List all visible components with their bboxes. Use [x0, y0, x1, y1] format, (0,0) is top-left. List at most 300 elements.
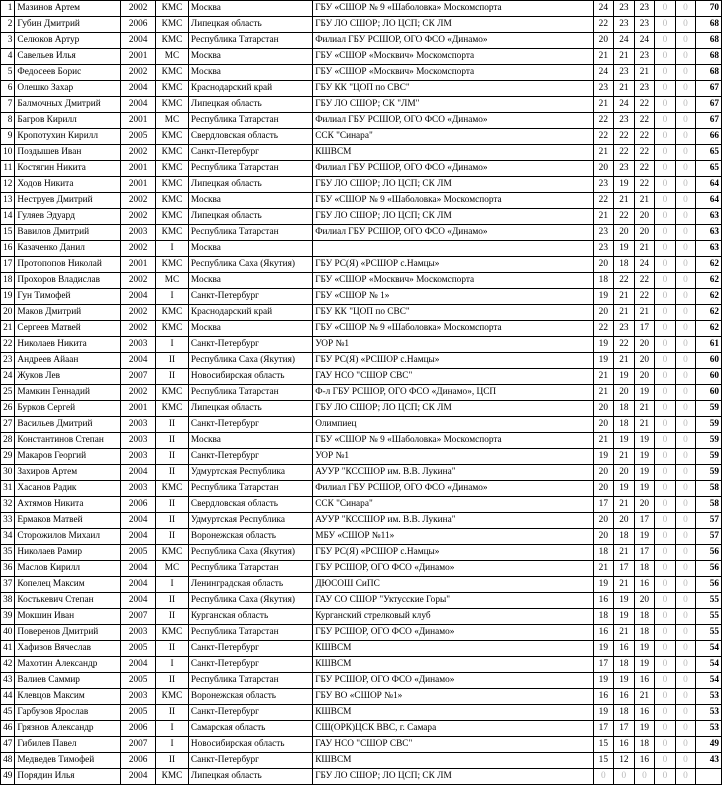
cell-total: 53 [696, 705, 722, 721]
cell-series-3: 24 [634, 257, 655, 273]
cell-rating: II [156, 417, 189, 433]
cell-series-5: 0 [675, 241, 696, 257]
cell-series-5: 0 [675, 449, 696, 465]
cell-series-5: 0 [675, 417, 696, 433]
cell-series-1: 16 [593, 689, 614, 705]
cell-region: Республика Татарстан [188, 673, 312, 689]
cell-series-4: 0 [655, 513, 676, 529]
cell-rating: I [156, 241, 189, 257]
cell-rank: 24 [1, 369, 15, 385]
cell-rank: 11 [1, 161, 15, 177]
cell-birth-year: 2003 [121, 225, 156, 241]
cell-series-1: 23 [593, 225, 614, 241]
cell-series-1: 19 [593, 673, 614, 689]
cell-series-2: 16 [614, 641, 635, 657]
cell-region: Москва [188, 49, 312, 65]
cell-athlete-name: Жуков Лев [15, 369, 121, 385]
cell-series-1: 20 [593, 513, 614, 529]
cell-rating: КМС [156, 65, 189, 81]
cell-series-4: 0 [655, 65, 676, 81]
cell-rating: МС [156, 113, 189, 129]
cell-region: Липецкая область [188, 177, 312, 193]
cell-series-5: 0 [675, 321, 696, 337]
cell-series-2: 22 [614, 145, 635, 161]
cell-series-2: 18 [614, 417, 635, 433]
cell-series-3: 19 [634, 657, 655, 673]
cell-region: Москва [188, 273, 312, 289]
cell-series-4: 0 [655, 385, 676, 401]
cell-rating: II [156, 513, 189, 529]
cell-rank: 39 [1, 609, 15, 625]
cell-series-3: 20 [634, 497, 655, 513]
cell-region: Республика Татарстан [188, 561, 312, 577]
cell-total: 56 [696, 561, 722, 577]
cell-series-4: 0 [655, 753, 676, 769]
cell-rank: 17 [1, 257, 15, 273]
cell-region: Республика Татарстан [188, 161, 312, 177]
cell-rank: 9 [1, 129, 15, 145]
cell-organization: Филиал ГБУ РСШОР, ОГО ФСО «Динамо» [313, 161, 593, 177]
cell-series-3: 21 [634, 417, 655, 433]
cell-series-4: 0 [655, 225, 676, 241]
cell-organization: ГБУ КК "ЦОП по СВС" [313, 305, 593, 321]
cell-organization: ГАУ НСО "СШОР СВС" [313, 369, 593, 385]
cell-athlete-name: Багров Кирилл [15, 113, 121, 129]
cell-series-2: 16 [614, 737, 635, 753]
cell-series-2: 19 [614, 433, 635, 449]
cell-organization: ГБУ ЛО СШОР; ЛО ЦСП; СК ЛМ [313, 177, 593, 193]
cell-series-2: 12 [614, 753, 635, 769]
cell-series-3: 17 [634, 545, 655, 561]
cell-total: 67 [696, 113, 722, 129]
cell-series-1: 21 [593, 369, 614, 385]
cell-region: Воронежская область [188, 689, 312, 705]
cell-series-1: 18 [593, 273, 614, 289]
cell-series-2: 21 [614, 81, 635, 97]
cell-rank: 28 [1, 433, 15, 449]
cell-birth-year: 2002 [121, 241, 156, 257]
cell-rank: 43 [1, 673, 15, 689]
cell-series-1: 22 [593, 129, 614, 145]
cell-series-2: 21 [614, 353, 635, 369]
cell-series-1: 20 [593, 465, 614, 481]
cell-athlete-name: Грязнов Александр [15, 721, 121, 737]
cell-birth-year: 2003 [121, 449, 156, 465]
cell-series-5: 0 [675, 657, 696, 673]
cell-total: 53 [696, 689, 722, 705]
cell-series-5: 0 [675, 385, 696, 401]
cell-series-5: 0 [675, 545, 696, 561]
cell-series-3: 0 [634, 769, 655, 785]
cell-rating: II [156, 705, 189, 721]
cell-series-4: 0 [655, 33, 676, 49]
cell-athlete-name: Олешко Захар [15, 81, 121, 97]
cell-rating: II [156, 673, 189, 689]
cell-rank: 46 [1, 721, 15, 737]
cell-series-5: 0 [675, 689, 696, 705]
cell-series-1: 19 [593, 641, 614, 657]
cell-athlete-name: Константинов Степан [15, 433, 121, 449]
table-row [1, 657, 722, 673]
cell-series-4: 0 [655, 369, 676, 385]
cell-total: 55 [696, 625, 722, 641]
cell-series-1: 19 [593, 353, 614, 369]
cell-total: 57 [696, 513, 722, 529]
cell-series-1: 21 [593, 145, 614, 161]
cell-series-2: 21 [614, 625, 635, 641]
cell-series-3: 16 [634, 705, 655, 721]
table-row [1, 273, 722, 289]
cell-rank: 23 [1, 353, 15, 369]
cell-series-1: 16 [593, 625, 614, 641]
cell-series-3: 16 [634, 753, 655, 769]
cell-series-2: 24 [614, 97, 635, 113]
cell-series-1: 17 [593, 657, 614, 673]
cell-birth-year: 2002 [121, 305, 156, 321]
cell-series-4: 0 [655, 705, 676, 721]
cell-series-3: 19 [634, 465, 655, 481]
cell-rating: КМС [156, 257, 189, 273]
cell-region: Республика Саха (Якутия) [188, 593, 312, 609]
cell-series-1: 22 [593, 17, 614, 33]
cell-organization: ГБУ ЛО СШОР; ЛО ЦСП; СК ЛМ [313, 401, 593, 417]
cell-series-5: 0 [675, 625, 696, 641]
cell-series-2: 20 [614, 385, 635, 401]
cell-rating: МС [156, 273, 189, 289]
cell-birth-year: 2003 [121, 433, 156, 449]
cell-series-5: 0 [675, 97, 696, 113]
cell-organization: ГБУ РСШОР, ОГО ФСО «Динамо» [313, 561, 593, 577]
cell-series-4: 0 [655, 641, 676, 657]
table-row [1, 241, 722, 257]
cell-series-4: 0 [655, 465, 676, 481]
cell-organization: ГБУ ЛО СШОР; ЛО ЦСП; СК ЛМ [313, 17, 593, 33]
cell-rank: 31 [1, 481, 15, 497]
cell-rating: КМС [156, 305, 189, 321]
cell-series-2: 19 [614, 177, 635, 193]
cell-region: Новосибирская область [188, 369, 312, 385]
cell-athlete-name: Николаев Никита [15, 337, 121, 353]
cell-series-1: 20 [593, 33, 614, 49]
cell-series-3: 21 [634, 401, 655, 417]
cell-rating: КМС [156, 625, 189, 641]
table-row [1, 337, 722, 353]
cell-series-2: 23 [614, 17, 635, 33]
cell-athlete-name: Маслов Кирилл [15, 561, 121, 577]
cell-organization: ГБУ «СШОР «Москвич» Москомспорта [313, 65, 593, 81]
cell-total: 43 [696, 753, 722, 769]
cell-rating: КМС [156, 129, 189, 145]
cell-series-5: 0 [675, 353, 696, 369]
cell-total: 59 [696, 465, 722, 481]
cell-birth-year: 2004 [121, 465, 156, 481]
cell-series-2: 19 [614, 241, 635, 257]
cell-athlete-name: Васильев Дмитрий [15, 417, 121, 433]
cell-series-4: 0 [655, 209, 676, 225]
cell-series-5: 0 [675, 225, 696, 241]
cell-series-1: 20 [593, 401, 614, 417]
cell-total: 62 [696, 257, 722, 273]
table-row [1, 113, 722, 129]
cell-athlete-name: Ходов Никита [15, 177, 121, 193]
cell-series-2: 19 [614, 593, 635, 609]
cell-rank: 2 [1, 17, 15, 33]
cell-birth-year: 2001 [121, 161, 156, 177]
cell-organization: АУУР "КССШОР им. В.В. Лукина" [313, 465, 593, 481]
cell-organization: УОР №1 [313, 337, 593, 353]
table-row [1, 449, 722, 465]
table-row [1, 129, 722, 145]
cell-rating: II [156, 353, 189, 369]
cell-athlete-name: Валиев Саммир [15, 673, 121, 689]
cell-series-2: 19 [614, 673, 635, 689]
cell-series-2: 23 [614, 321, 635, 337]
cell-series-2: 21 [614, 449, 635, 465]
cell-rank: 34 [1, 529, 15, 545]
cell-series-3: 16 [634, 673, 655, 689]
cell-series-5: 0 [675, 497, 696, 513]
cell-rank: 8 [1, 113, 15, 129]
cell-birth-year: 2004 [121, 561, 156, 577]
cell-athlete-name: Мазинов Артем [15, 1, 121, 17]
cell-rating: МС [156, 561, 189, 577]
cell-series-5: 0 [675, 433, 696, 449]
cell-series-2: 20 [614, 513, 635, 529]
cell-region: Москва [188, 193, 312, 209]
cell-series-1: 23 [593, 177, 614, 193]
cell-rating: II [156, 433, 189, 449]
cell-total: 67 [696, 97, 722, 113]
cell-series-4: 0 [655, 561, 676, 577]
cell-organization: АУУР "КССШОР им. В.В. Лукина" [313, 513, 593, 529]
cell-rank: 49 [1, 769, 15, 785]
cell-series-3: 19 [634, 385, 655, 401]
cell-rank: 37 [1, 577, 15, 593]
cell-series-4: 0 [655, 625, 676, 641]
cell-organization: ГБУ «СШОР «Москвич» Москомспорта [313, 273, 593, 289]
cell-series-1: 21 [593, 433, 614, 449]
cell-rank: 27 [1, 417, 15, 433]
cell-region: Москва [188, 65, 312, 81]
cell-region: Республика Татарстан [188, 625, 312, 641]
cell-rank: 5 [1, 65, 15, 81]
cell-birth-year: 2001 [121, 401, 156, 417]
cell-rank: 19 [1, 289, 15, 305]
table-row [1, 257, 722, 273]
cell-rating: КМС [156, 97, 189, 113]
cell-organization: Олимпиец [313, 417, 593, 433]
cell-organization: ГБУ «СШОР № 9 «Шаболовка» Москомспорта [313, 1, 593, 17]
cell-series-3: 21 [634, 305, 655, 321]
cell-rating: КМС [156, 145, 189, 161]
cell-athlete-name: Селюков Артур [15, 33, 121, 49]
cell-series-4: 0 [655, 145, 676, 161]
cell-organization: ГБУ КК "ЦОП по СВС" [313, 81, 593, 97]
cell-series-2: 18 [614, 705, 635, 721]
cell-series-3: 18 [634, 737, 655, 753]
cell-athlete-name: Бурков Сергей [15, 401, 121, 417]
cell-region: Свердловская область [188, 129, 312, 145]
cell-rating: КМС [156, 193, 189, 209]
cell-series-3: 23 [634, 17, 655, 33]
cell-rank: 20 [1, 305, 15, 321]
cell-region: Липецкая область [188, 209, 312, 225]
cell-birth-year: 2005 [121, 705, 156, 721]
cell-region: Воронежская область [188, 529, 312, 545]
table-row [1, 737, 722, 753]
cell-series-1: 19 [593, 337, 614, 353]
cell-series-4: 0 [655, 353, 676, 369]
cell-rating: I [156, 337, 189, 353]
cell-athlete-name: Вавилов Дмитрий [15, 225, 121, 241]
cell-region: Новосибирская область [188, 737, 312, 753]
cell-series-1: 24 [593, 65, 614, 81]
cell-total: 68 [696, 17, 722, 33]
cell-series-4: 0 [655, 609, 676, 625]
cell-region: Краснодарский край [188, 305, 312, 321]
table-row [1, 769, 722, 785]
cell-total: 54 [696, 641, 722, 657]
cell-region: Москва [188, 241, 312, 257]
cell-series-4: 0 [655, 657, 676, 673]
cell-birth-year: 2002 [121, 65, 156, 81]
cell-series-2: 0 [614, 769, 635, 785]
cell-athlete-name: Прохоров Владислав [15, 273, 121, 289]
cell-rank: 16 [1, 241, 15, 257]
cell-series-1: 20 [593, 305, 614, 321]
cell-series-3: 20 [634, 225, 655, 241]
cell-region: Москва [188, 321, 312, 337]
cell-series-3: 22 [634, 273, 655, 289]
cell-series-3: 20 [634, 593, 655, 609]
cell-organization: КШВСМ [313, 641, 593, 657]
cell-organization: ССК "Синара" [313, 497, 593, 513]
cell-region: Липецкая область [188, 401, 312, 417]
cell-series-3: 23 [634, 49, 655, 65]
cell-total: 59 [696, 449, 722, 465]
cell-total: 62 [696, 305, 722, 321]
cell-series-1: 23 [593, 241, 614, 257]
cell-rating: II [156, 449, 189, 465]
cell-rank: 42 [1, 657, 15, 673]
cell-series-4: 0 [655, 305, 676, 321]
cell-series-5: 0 [675, 273, 696, 289]
cell-organization: КШВСМ [313, 753, 593, 769]
table-row [1, 529, 722, 545]
cell-total: 57 [696, 529, 722, 545]
cell-series-4: 0 [655, 737, 676, 753]
cell-series-2: 23 [614, 65, 635, 81]
cell-athlete-name: Балмочных Дмитрий [15, 97, 121, 113]
cell-series-3: 21 [634, 241, 655, 257]
cell-series-2: 21 [614, 193, 635, 209]
cell-series-2: 23 [614, 113, 635, 129]
cell-total: 67 [696, 81, 722, 97]
cell-series-5: 0 [675, 17, 696, 33]
cell-rank: 21 [1, 321, 15, 337]
table-row [1, 225, 722, 241]
cell-series-1: 15 [593, 753, 614, 769]
cell-birth-year: 2007 [121, 737, 156, 753]
table-row [1, 721, 722, 737]
cell-rank: 13 [1, 193, 15, 209]
cell-organization: КШВСМ [313, 657, 593, 673]
cell-athlete-name: Андреев Айаан [15, 353, 121, 369]
cell-series-4: 0 [655, 1, 676, 17]
cell-rating: I [156, 657, 189, 673]
cell-series-5: 0 [675, 129, 696, 145]
cell-series-4: 0 [655, 449, 676, 465]
cell-series-3: 22 [634, 289, 655, 305]
cell-birth-year: 2002 [121, 1, 156, 17]
cell-series-1: 19 [593, 289, 614, 305]
cell-series-1: 18 [593, 609, 614, 625]
cell-birth-year: 2001 [121, 257, 156, 273]
cell-series-2: 21 [614, 577, 635, 593]
cell-birth-year: 2004 [121, 769, 156, 785]
cell-total: 56 [696, 545, 722, 561]
cell-series-5: 0 [675, 513, 696, 529]
cell-organization: Филиал ГБУ РСШОР, ОГО ФСО «Динамо» [313, 33, 593, 49]
cell-series-5: 0 [675, 401, 696, 417]
cell-birth-year: 2005 [121, 129, 156, 145]
cell-series-1: 21 [593, 49, 614, 65]
cell-organization: ГБУ ВО «СШОР №1» [313, 689, 593, 705]
cell-region: Республика Татарстан [188, 385, 312, 401]
cell-rank: 15 [1, 225, 15, 241]
cell-series-3: 23 [634, 1, 655, 17]
cell-total: 53 [696, 721, 722, 737]
cell-rank: 47 [1, 737, 15, 753]
cell-series-5: 0 [675, 561, 696, 577]
cell-series-5: 0 [675, 673, 696, 689]
table-row [1, 353, 722, 369]
cell-athlete-name: Порядин Илья [15, 769, 121, 785]
cell-series-2: 21 [614, 545, 635, 561]
cell-athlete-name: Савельев Илья [15, 49, 121, 65]
cell-series-5: 0 [675, 257, 696, 273]
table-row [1, 417, 722, 433]
cell-rating: I [156, 737, 189, 753]
cell-total: 55 [696, 609, 722, 625]
cell-rating: II [156, 369, 189, 385]
table-row [1, 177, 722, 193]
cell-series-2: 23 [614, 161, 635, 177]
cell-rank: 10 [1, 145, 15, 161]
cell-series-4: 0 [655, 401, 676, 417]
cell-series-1: 21 [593, 97, 614, 113]
cell-athlete-name: Гибилев Павел [15, 737, 121, 753]
cell-athlete-name: Мамкин Геннадий [15, 385, 121, 401]
cell-region: Санкт-Петербург [188, 753, 312, 769]
cell-birth-year: 2004 [121, 81, 156, 97]
cell-series-1: 22 [593, 193, 614, 209]
cell-series-4: 0 [655, 577, 676, 593]
cell-region: Самарская область [188, 721, 312, 737]
cell-series-3: 21 [634, 689, 655, 705]
cell-rank: 38 [1, 593, 15, 609]
cell-rating: I [156, 721, 189, 737]
table-row [1, 577, 722, 593]
cell-rating: МС [156, 49, 189, 65]
cell-series-5: 0 [675, 177, 696, 193]
cell-series-4: 0 [655, 193, 676, 209]
cell-series-2: 22 [614, 129, 635, 145]
table-row [1, 497, 722, 513]
cell-series-3: 20 [634, 209, 655, 225]
table-row [1, 385, 722, 401]
cell-birth-year: 2001 [121, 49, 156, 65]
